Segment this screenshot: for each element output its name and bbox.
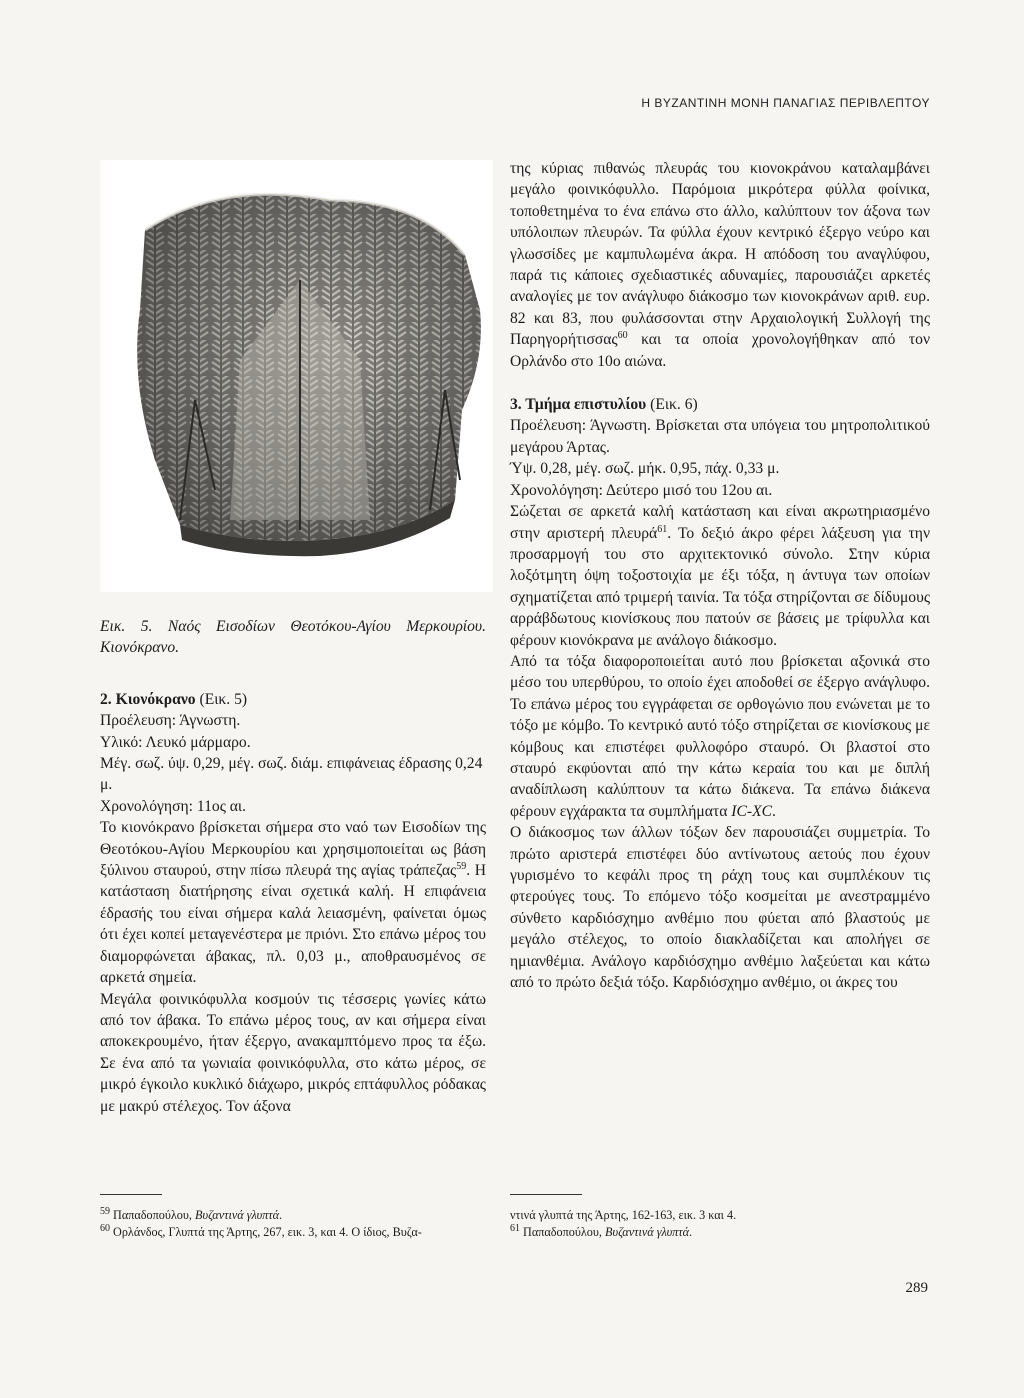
entry-2-paragraph-2-continued: της κύριας πιθανώς πλευράς του κιονοκράνου καταλαμβάνει μεγάλο φοινικόφυλλο. Παρόμοια μικρότερα φύλλα φοίνικα, τοποθετημένα το ένα επάνω στο άλλο, καλύπτουν τον άξονα των υπόλοιπων πλευρών. Τα φύλλα έχουν κεντρικό έξεργο νεύρο και γλωσσίδες με καμπυλωμένα άκρα. Η απόδοση του αναγλύφου, παρά τις κάποιες σχεδιαστικές αδυναμίες, παρουσιάζει αρκετές αναλογίες με τον ανάγλυφο διάκοσμο των κιονοκράνων αριθ. ευρ. 82 και 83, που φυλάσσονται στην Αρχαιολογική Συλλογή της Παρηγορήτισσας$^{60}$ και τα οποία χρονολογήθηκαν από τον Ορλάνδο στο 10ο αιώνα. xyxy=(510,160,930,370)
entry-3-dimensions: Ύψ. 0,28, μέγ. σωζ. μήκ. 0,95, πάχ. 0,33 μ. xyxy=(510,460,780,478)
footnote-ref-60[interactable]: 60 xyxy=(617,330,628,342)
left-column xyxy=(100,616,486,1117)
entry-3-provenance: Προέλευση: Άγνωστη. Βρίσκεται στα υπόγεια του μητροπολιτικού μεγάρου Άρτας. xyxy=(510,417,930,456)
figure-caption: Εικ. 5. Ναός Εισοδίων Θεοτόκου-Αγίου Μερκουρίου. Κιονόκρανο. xyxy=(100,618,486,657)
entry-3-dating: Χρονολόγηση: Δεύτερο μισό του 12ου αι. xyxy=(510,481,773,499)
entry-3-paragraph-3: Ο διάκοσμος των άλλων τόξων δεν παρουσιάζει συμμετρία. Το πρώτο αριστερά επιστέφει δύο αντίνωτους αετούς που έχουν γυρισμένο το κεφάλι προς τη ράχη τους και συμπλέκουν τις φτερούγες τους. Το επόμενο τόξο κοσμείται με ανεστραμμένο σύνθετο καρδιόσχημο ανθέμιο που φύεται από βλαστούς με μεγάλο στέλεχος, το οποίο διακλαδίζεται και απολήγει σε ημιανθέμια. Ανάλογο καρδιόσχημο ανθέμιο λαξεύεται και κάτω από το πρώτο δεξιά τόξο. Καρδιόσχημο ανθέμιο, οι άκρες του xyxy=(510,824,930,992)
footnote-61: $^{61}$ Παπαδοπούλου, Βυζαντινά γλυπτά. xyxy=(510,1222,693,1239)
entry-2-paragraph-1: Το κιονόκρανο βρίσκεται σήμερα στο ναό των Εισοδίων της Θεοτόκου-Αγίου Μερκουρίου και χρησιμοποιείται ως βάση ξύλινου σταυρού, στην πίσω πλευρά της αγίας τράπεζας$^{59}$. Η κατάσταση διατήρησης είναι σχετικά καλή. Η επιφάνεια έδρασής του είναι σήμερα καλά λειασμένη, φαίνεται όμως ότι έχει κοπεί μεταγενέστερα με πριόνι. Στο επάνω μέρος του διαμορφώνεται άβακας, πλ. 0,03 μ., αποθραυσμένος σε αρκετά σημεία. xyxy=(100,819,487,987)
entry-2-dimensions: Μέγ. σωζ. ύψ. 0,29, μέγ. σωζ. διάμ. επιφάνειας έδρασης 0,24 μ. xyxy=(100,755,483,794)
entry-3-title: 3. Τμήμα επιστυλίου (Εικ. 6) xyxy=(510,396,698,414)
right-column xyxy=(510,158,930,993)
footnotes-right xyxy=(510,1194,930,1241)
footnote-ref-59[interactable]: 59 xyxy=(456,860,467,872)
footnote-59: $^{59}$ Παπαδοπούλου, Βυζαντινά γλυπτά. xyxy=(100,1205,283,1222)
entry-2-title: 2. Κιονόκρανο (Εικ. 5) xyxy=(100,690,248,708)
running-head: Η ΒΥΖΑΝΤΙΝΗ ΜΟΝΗ ΠΑΝΑΓΙΑΣ ΠΕΡΙΒΛΕΠΤΟΥ xyxy=(641,96,930,110)
entry-2-figure-ref: (Εικ. 5) xyxy=(199,690,248,708)
capital-image xyxy=(100,160,493,592)
entry-3-paragraph-1: Σώζεται σε αρκετά καλή κατάσταση και είναι ακρωτηριασμένο στην αριστερή πλευρά$^{61}$. Το δεξιό άκρο φέρει λάξευση για την προσαρμογή του στο αρχιτεκτονικό σύνολο. Στην κύρια λοξότμητη όψη τοξοστοιχία με έξι τόξα, η άντυγα των οποίων σχηματίζεται από τριμερή ταινία. Τα τόξα στηρίζονται σε δίδυμους αρράβδωτους κιονίσκους που πατούν σε βάσεις με τρίφυλλα και φέρουν κιονόκρανα με ανάλογο διάκοσμο. xyxy=(510,503,930,649)
entry-2-paragraph-2: Μεγάλα φοινικόφυλλα κοσμούν τις τέσσερις γωνίες κάτω από τον άβακα. Το επάνω μέρος τους, αν και σήμερα είναι αποκεκρουμένο, ήταν έξεργο, ανακαμπτόμενο προς τα έξω. Σε ένα από τα γωνιαία φοινικόφυλλα, στο κάτω μέρος, σε μικρό έγκοιλο κυκλικό διάχωρο, μικρός επτάφυλλος ρόδακας με μακρύ στέλεχος. Τον άξονα xyxy=(100,990,486,1115)
footnote-60: $^{60}$ Ορλάνδος, Γλυπτά της Άρτης, 267, εικ. 3, και 4. Ο ίδιος, Βυζα- xyxy=(100,1222,422,1239)
footnote-60-continued: ντινά γλυπτά της Άρτης, 162-163, εικ. 3 και 4. xyxy=(510,1208,737,1222)
footnote-rule xyxy=(100,1194,162,1195)
entry-2-dating: Χρονολόγηση: 11ος αι. xyxy=(100,797,247,815)
entry-2-provenance: Προέλευση: Άγνωστη. xyxy=(100,712,241,730)
footnote-rule xyxy=(510,1194,582,1195)
entry-3-paragraph-2: Από τα τόξα διαφοροποιείται αυτό που βρίσκεται αξονικά στο μέσο του υπερθύρου, το οποίο έχει αποδοθεί σε έξεργο ανάγλυφο. Το επάνω μέρος του εγγράφεται σε ορθογώνιο που ενώνεται με το τόξο με κόμβο. Το κεντρικό αυτό τόξο στηρίζεται σε κιονίσκους με κόμβους και επιστέφει φυλλοφόρο σταυρό. Οι βλαστοί στο σταυρό εκφύονται από την κάτω κεραία του και με διπλή αναδίπλωση καλύπτουν τα κάτω διάκενα. Τα επάνω διάκενα φέρουν εγχάρακτα τα συμπλήματα IC-XC. xyxy=(510,652,930,820)
page-number: 289 xyxy=(905,1280,928,1296)
entry-2-material: Υλικό: Λευκό μάρμαρο. xyxy=(100,733,251,751)
footnote-ref-61[interactable]: 61 xyxy=(657,523,668,535)
footnotes-left xyxy=(100,1194,500,1241)
capital-photograph xyxy=(100,160,493,592)
entry-3-figure-ref: (Εικ. 6) xyxy=(650,396,698,414)
